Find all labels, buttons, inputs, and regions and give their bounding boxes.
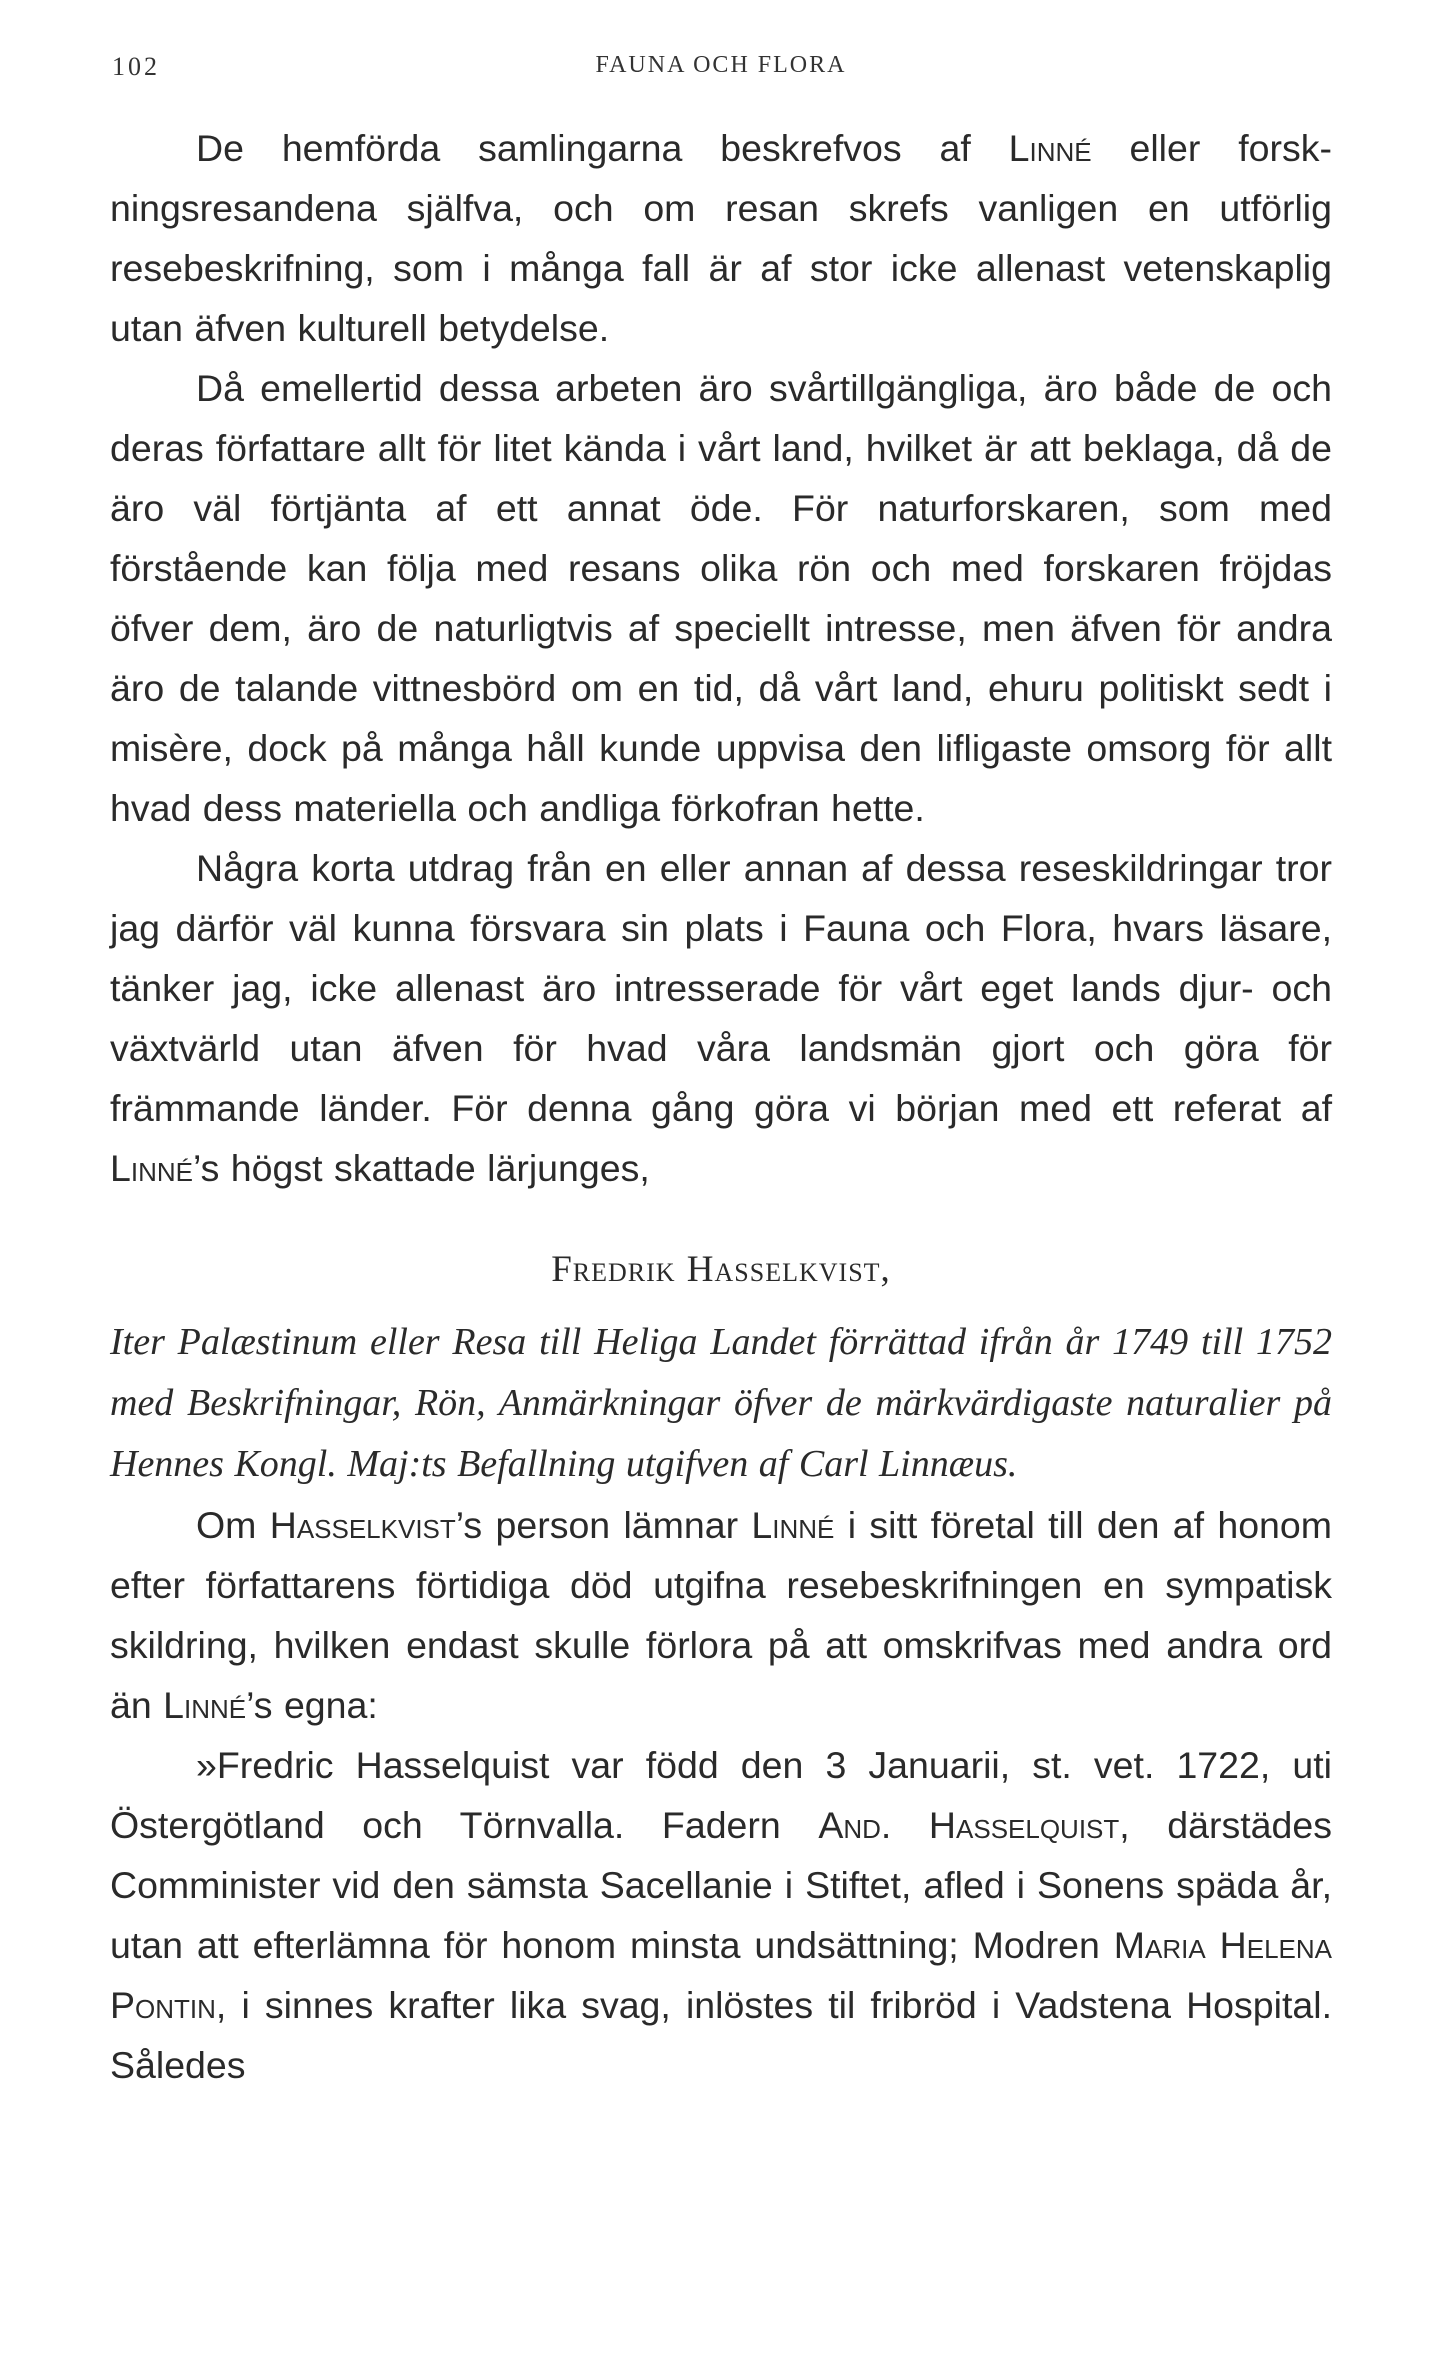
- section-heading: Fredrik Hasselkvist,: [551, 1249, 891, 1290]
- paragraph-2: Då emellertid dessa arbeten äro svårtillgängliga, äro både de och deras författare allt för litet kända i vårt land, hvilket är att beklaga, då de äro väl förtjänta af ett annat öde. För naturforskaren, som med förstående kan följa med resans olika rön och med forskaren fröjdas öfver dem, äro de naturligtvis af speciellt intresse, men äfven för andra äro de talande vittnesbörd om en tid, då vårt land, ehuru politiskt sedt i misère, dock på många håll kunde uppvisa den lifligaste omsorg för allt hvad dess materiella och andliga förkofran hette.: [110, 367, 1332, 829]
- paragraph-1: [110, 118, 1332, 358]
- text-run: ’s högst skattade lärjunges,: [192, 1147, 650, 1189]
- text-run: , därstädes Comminister vid den sämsta Sacellanie i Stiftet, afled i Sonens späda år, utan att efterlämna för honom minsta undsättning; Modren: [110, 1804, 1332, 1966]
- running-head: FAUNA OCH FLORA: [595, 52, 847, 78]
- book-title: Iter Palæstinum eller Resa till Heliga Landet förrättad ifrån år 1749 till 1752 med Beskrifningar, Rön, Anmärkningar öfver de märkvärdigaste naturalier på Hennes Kongl. Maj:ts Befallning utgifven af Carl Linnæus.: [110, 1321, 1332, 1485]
- name-linne: Linné: [751, 1504, 835, 1546]
- text-run: i sitt företal till den af honom efter författarens förtidiga död utgifna resebeskrifningen en sympatisk skildring, hvilken endast skulle förlora på att omskrifvas med andra ord än: [110, 1504, 1332, 1726]
- name-linne: Linné: [110, 1147, 193, 1189]
- paragraph-5: [110, 1735, 1332, 2095]
- page-number: 102: [112, 52, 160, 81]
- name-linne: Linné: [163, 1684, 247, 1726]
- page-header: [112, 52, 1330, 92]
- name-maria-helena-pontin: Maria Helena Pontin: [110, 1924, 1332, 2026]
- text-run: De hemförda samlingarna beskrefvos af: [196, 127, 1009, 169]
- paragraph-4: [110, 1495, 1332, 1735]
- text-run: Några korta utdrag från en eller annan af dessa reseskildringar tror jag därför väl kunna försvara sin plats i Fauna och Flora, hvars läsare, tänker jag, icke allenast äro intresserade för vårt eget lands djur- och växtvärld utan äfven för hvad våra landsmän gjort och göra för främmande länder. För denna gång göra vi början med ett referat af: [110, 847, 1332, 1129]
- paragraph-3: [110, 838, 1332, 1198]
- text-run: , i sinnes krafter lika svag, inlöstes til fribröd i Vadstena Hospital. Således: [110, 1984, 1332, 2086]
- name-hasselkvist: Hasselkvist: [269, 1504, 456, 1546]
- name-and-hasselquist: And. Hasselquist: [818, 1804, 1120, 1846]
- text-run: ’s person lämnar: [455, 1504, 752, 1546]
- text-run: Om: [196, 1504, 270, 1546]
- text-run: ’s egna:: [246, 1684, 378, 1726]
- text-run: eller forskningsresandena själfva, och om resan skrefs vanligen en utförlig resebeskrifning, som i många fall är af stor icke allenast vetenskaplig utan äfven kulturell betydelse.: [110, 127, 1332, 349]
- name-linne: Linné: [1008, 127, 1092, 169]
- text-run: »Fredric Hasselquist var född den 3 Januarii, st. vet. 1722, uti Östergötland och Törnvalla. Fadern: [110, 1744, 1332, 1846]
- body-text: [110, 118, 1332, 2095]
